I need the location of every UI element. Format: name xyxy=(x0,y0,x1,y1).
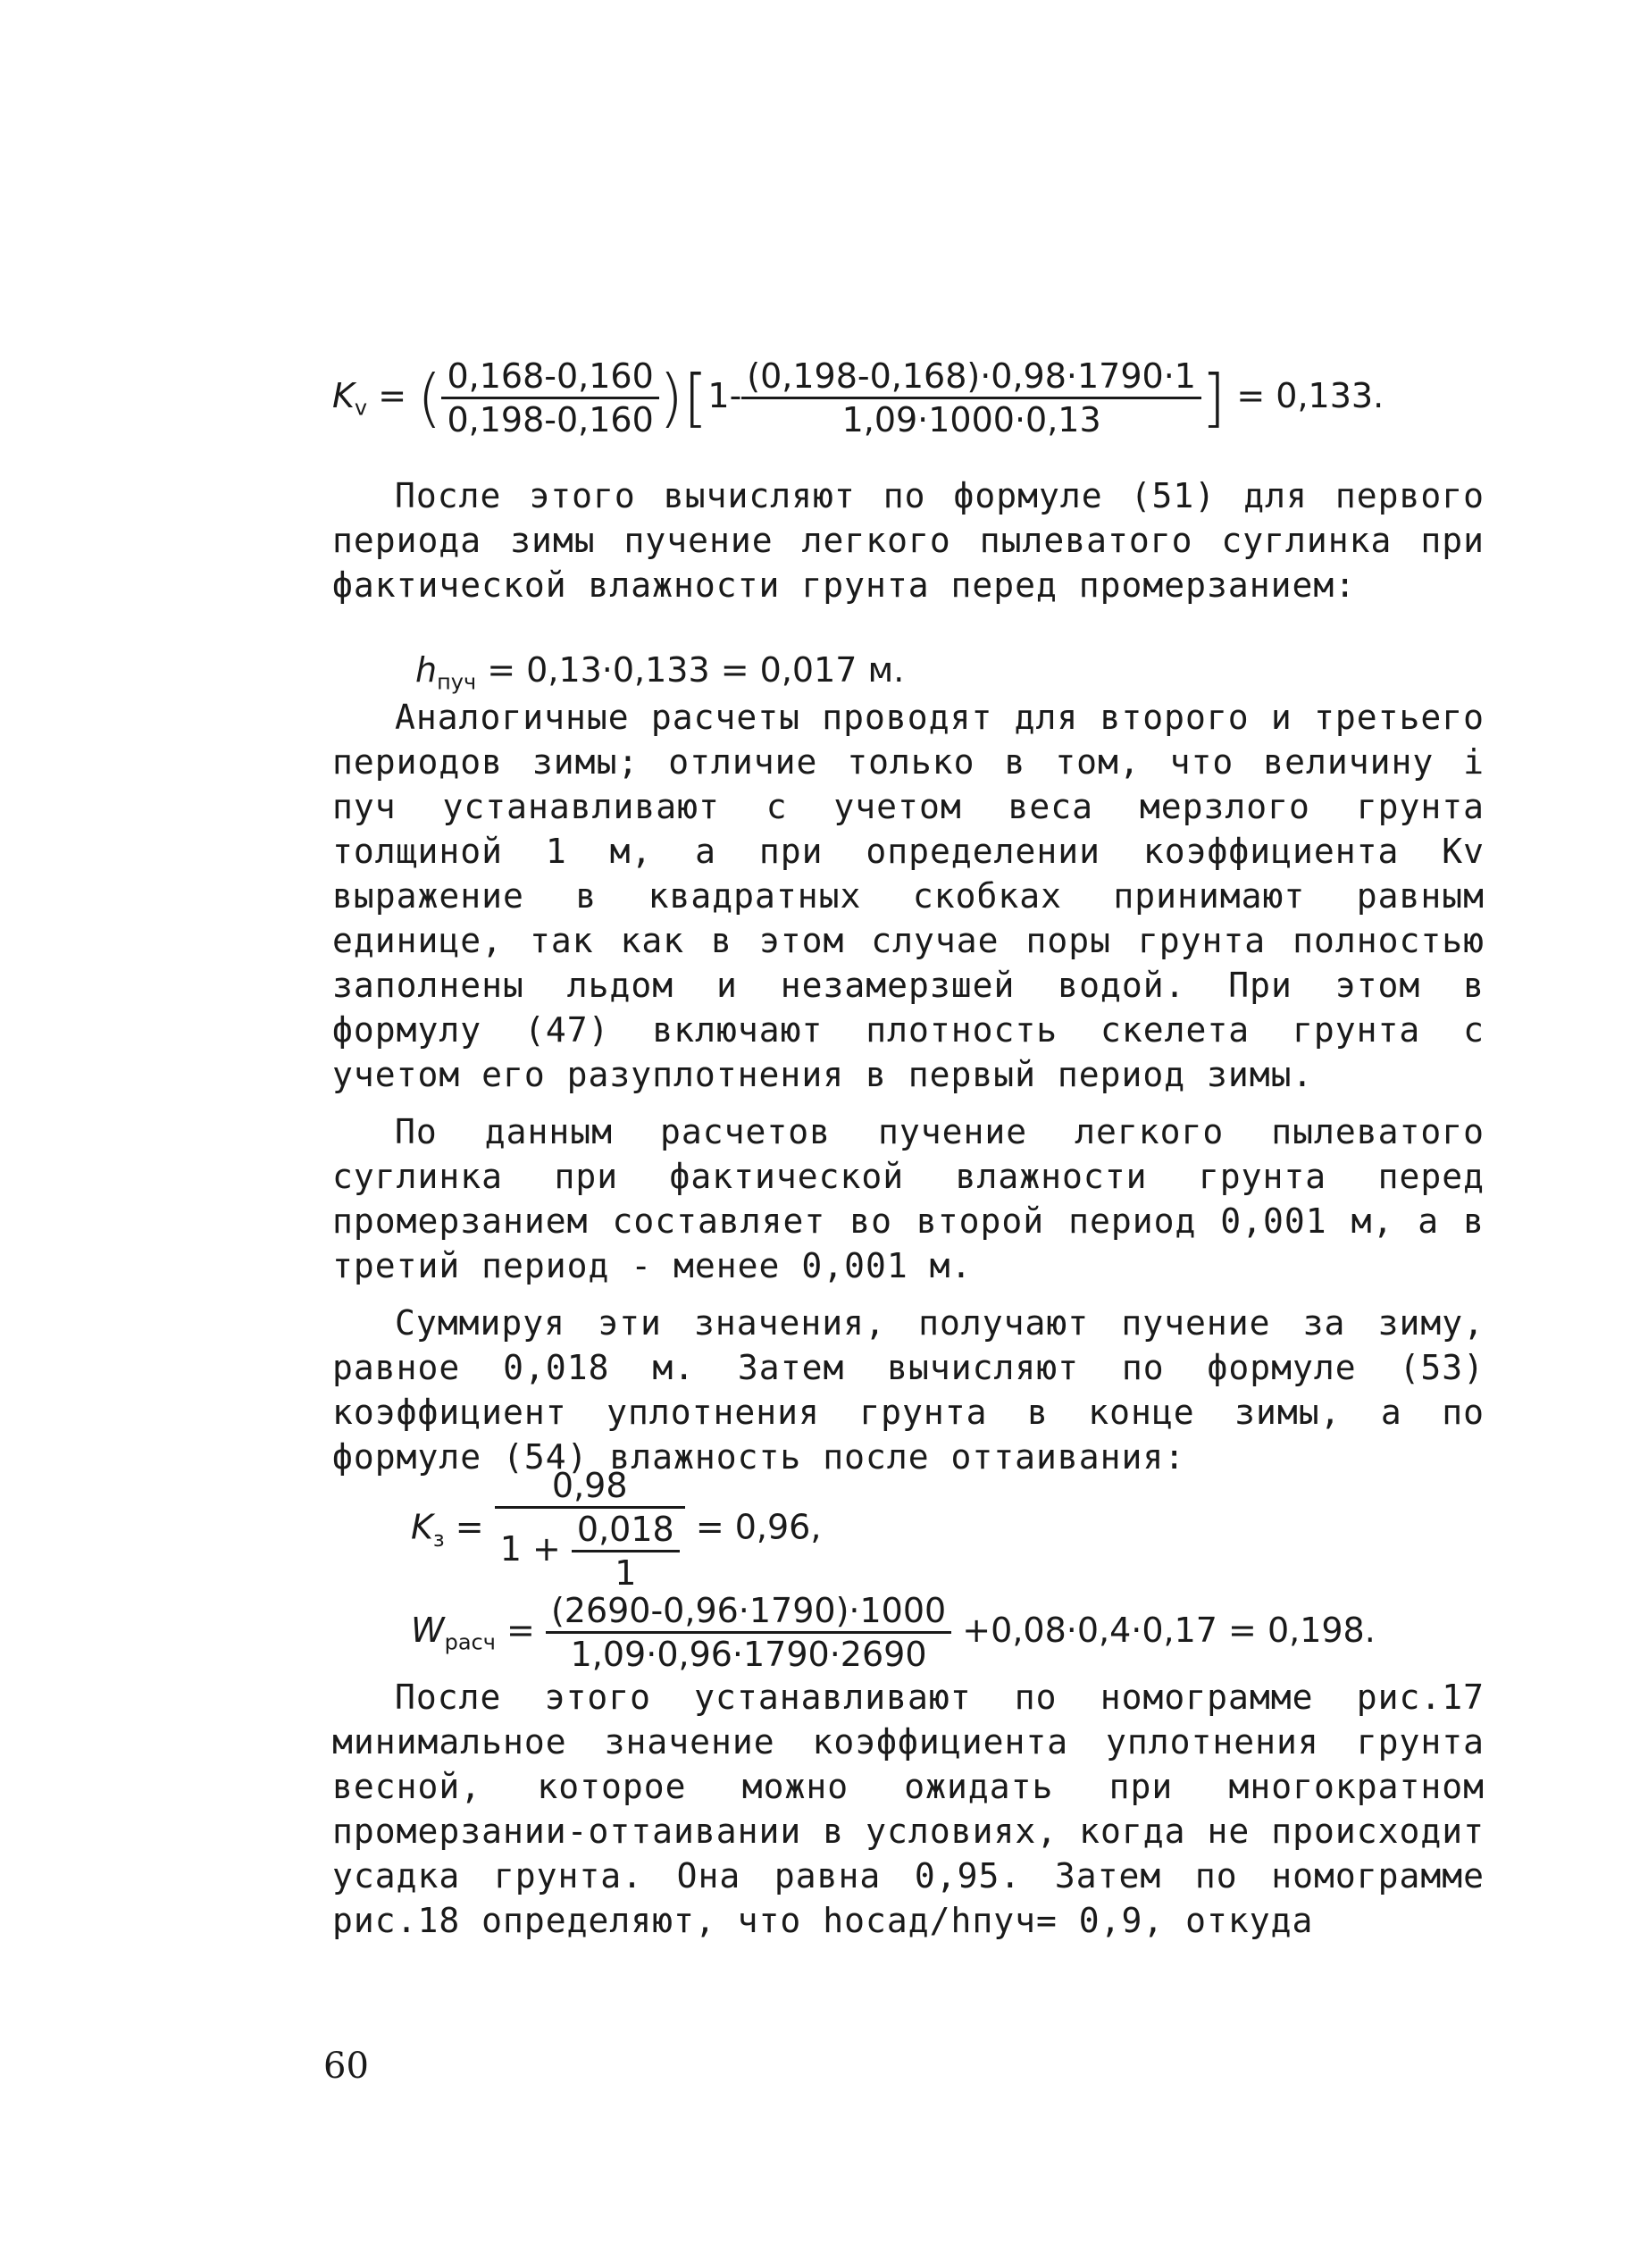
formula-kv-frac1-denominator: 0,198-0,160 xyxy=(447,400,654,439)
page-number: 60 xyxy=(323,2046,369,2087)
formula-kz-result: = 0,96, xyxy=(695,1507,822,1547)
paragraph-3: По данным расчетов пучение легкого пылеватого суглинка при фактической влажности грунта перед промерзанием составляет во второй период 0,001 м, а в третий период - менее 0,001 м. xyxy=(332,1112,1485,1285)
formula-kz-fraction xyxy=(495,1465,685,1594)
formula-wrasch-denominator: 1,09·0,96·1790·2690 xyxy=(570,1635,927,1674)
formula-kz-inner-numerator: 0,018 xyxy=(572,1509,680,1552)
paragraph-5: После этого устанавливают по номограмме рис.17 минимальное значение коэффициента уплотнения грунта весной, которое можно ожидать при многократном промерзании-оттаивании в условиях, когда не происходит усадка грунта. Она равна 0,95. Затем по номограмме рис.18 определяют, что hосад/hпуч= 0,9, откуда xyxy=(332,1678,1485,1940)
formula-hpuch-lhs-sub: пуч xyxy=(437,669,477,695)
formula-kv-frac2-denominator: 1,09·1000·0,13 xyxy=(841,400,1101,439)
formula-wrasch-lhs-sub: расч xyxy=(444,1629,496,1655)
formula-kz-inner-denominator: 1 xyxy=(615,1553,637,1593)
text-block-2 xyxy=(332,695,1485,1492)
formula-wrasch-lhs: W xyxy=(411,1611,445,1650)
formula-kv-fraction-2 xyxy=(741,356,1201,440)
formula-kv-eq: = xyxy=(378,376,407,415)
formula-wrasch-fraction xyxy=(546,1590,951,1675)
formula-wrasch-result: +0,08·0,4·0,17 = 0,198. xyxy=(962,1611,1376,1650)
formula-wrasch xyxy=(411,1590,1376,1675)
paragraph-2: Аналогичные расчеты проводят для второго и третьего периодов зимы; отличие только в том, что величину i пуч устанавливают с учетом веса мерзлого грунта толщиной 1 м, а при определении коэффициента Kv выражение в квадратных скобках принимают равным единице, так как в этом случае поры грунта полностью заполнены льдом и незамерзшей водой. При этом в формулу (47) включают плотность скелета грунта с учетом его разуплотнения в первый период зимы. xyxy=(332,698,1485,1094)
paragraph-4: Суммируя эти значения, получают пучение за зиму, равное 0,018 м. Затем вычисляют по формуле (53) коэффициент уплотнения грунта в конце зимы, а по формуле (54) влажность после оттаивания: xyxy=(332,1303,1485,1477)
formula-hpuch-rhs: = 0,13·0,133 = 0,017 м. xyxy=(487,650,905,690)
formula-kv-lhs-sub: v xyxy=(354,395,368,421)
formula-kv-lhs: K xyxy=(332,376,355,415)
formula-hpuch-lhs: h xyxy=(415,650,438,690)
formula-wrasch-eq: = xyxy=(506,1611,535,1650)
formula-kz-lhs-sub: з xyxy=(432,1527,445,1552)
formula-kv-bracket-prefix: 1- xyxy=(707,376,742,415)
formula-hpuch xyxy=(415,650,904,695)
formula-kz-numerator: 0,98 xyxy=(495,1465,685,1509)
text-block-1 xyxy=(332,473,1485,620)
formula-kz-eq: = xyxy=(455,1507,484,1547)
formula-kv-frac1-numerator: 0,168-0,160 xyxy=(441,356,658,399)
formula-kv-fraction-1 xyxy=(441,356,658,440)
paragraph-1: После этого вычисляют по формуле (51) для первого периода зимы пучение легкого пылеватого суглинка при фактической влажности грунта перед промерзанием: xyxy=(332,476,1485,605)
formula-kv: $K_v$ = ( $\frac{0,168-0,160}{0,198-0,160}$ )[1- $\frac{(0,198-0,168)\cdot 0,98\cdot 1790\cdot 1}{1,09\cdot 1000\cdot 0,13}$ ] = 0,133. xyxy=(332,356,1384,439)
formula-kz xyxy=(411,1465,821,1594)
formula-kz-den-prefix: 1 + xyxy=(499,1529,561,1569)
text-block-3 xyxy=(332,1675,1485,1955)
formula-kv-frac2-numerator: (0,198-0,168)·0,98·1790·1 xyxy=(741,356,1201,399)
formula-kz-lhs: K xyxy=(411,1507,433,1547)
formula-wrasch-numerator: (2690-0,96·1790)·1000 xyxy=(546,1590,951,1634)
formula-kv-result: = 0,133. xyxy=(1236,376,1384,415)
formula-kz-inner-fraction xyxy=(572,1509,680,1594)
